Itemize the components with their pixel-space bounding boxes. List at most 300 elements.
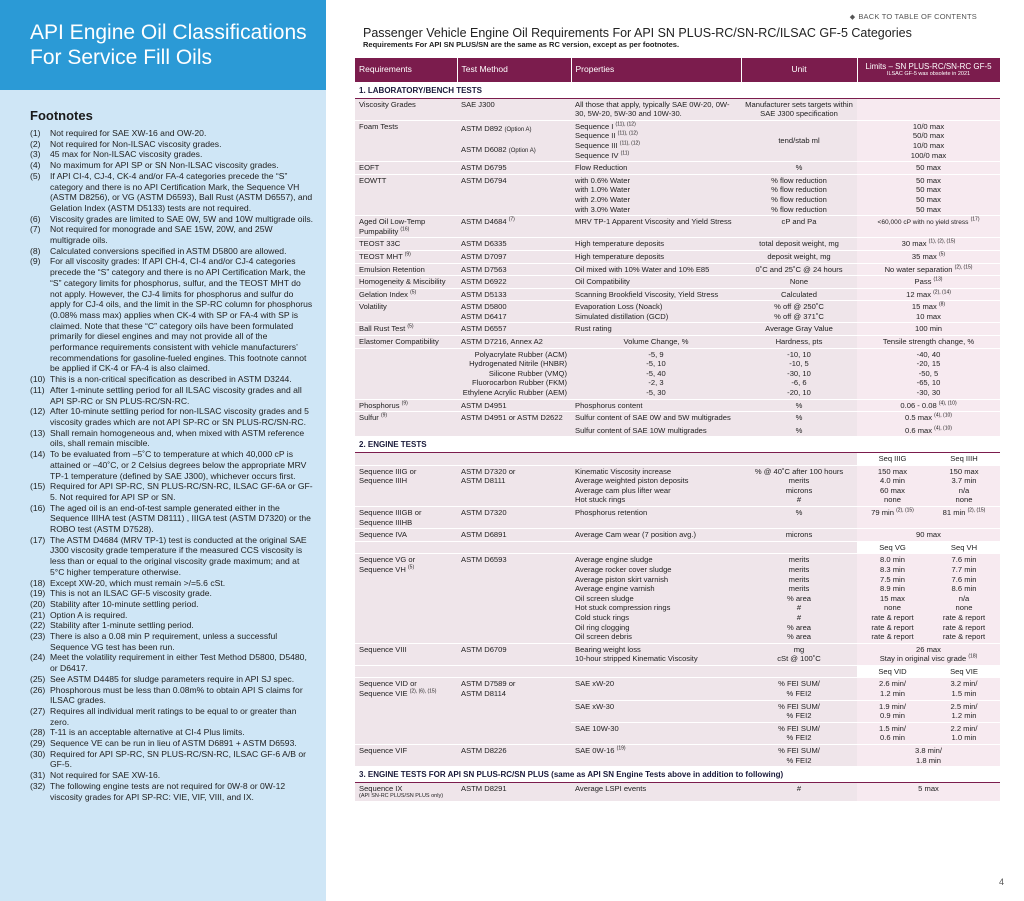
- footnote-ref: (17): [970, 216, 980, 223]
- req-line: Sequence VIE: [359, 689, 408, 699]
- footnote-ref: (2), (6), (15): [409, 688, 437, 695]
- unit-cell: %: [741, 399, 857, 412]
- subheader-seq-iiih: Seq IIIH: [928, 453, 1000, 466]
- limit-cell: [857, 678, 928, 700]
- rubber-name: Hydrogenated Nitrile (HNBR): [469, 359, 567, 369]
- footnote-text: After 10-minute settling period for non-ILSAC viscosity grades and 5 viscosity grades which are not API SP-RC or SN PLUS-RC/SN-RC.: [50, 406, 309, 427]
- prop-line: Average rocker cover sludge: [575, 564, 672, 574]
- col-header-limits: [857, 58, 1000, 83]
- limit-line: 3.7 min: [951, 476, 977, 486]
- req-line: Sequence IIIHB: [359, 517, 413, 527]
- limit-line: rate & report: [871, 632, 914, 642]
- tensile-value: -50, 5: [918, 368, 939, 378]
- footnote-number: (11): [30, 384, 45, 395]
- test-method-line: ASTM D7589 or: [461, 679, 516, 689]
- test-method-line: ASTM D8111: [461, 476, 506, 486]
- test-method-line: ASTM D8114: [461, 689, 507, 699]
- section-row: [355, 767, 1000, 783]
- footnote-text: Required for API SP-RC, SN PLUS-RC/SN-RC, ILSAC GF-6 A/B or GF-5.: [50, 748, 306, 770]
- footnote-number: (5): [30, 170, 41, 181]
- limit-line: 3.8 min/: [914, 746, 942, 756]
- test-method-cell: ASTM D5133: [457, 288, 571, 301]
- prop-label: SAE 0W-16: [575, 746, 615, 756]
- unit-line: % FEI2: [786, 733, 812, 743]
- property-cell: [571, 643, 741, 665]
- table-row: [355, 678, 1000, 700]
- footnote-ref: (16): [400, 226, 410, 233]
- limit-cell: [857, 250, 1000, 263]
- limit-cell: [857, 216, 1000, 238]
- limit-line: 60 max: [880, 485, 905, 495]
- tensile-value: -20, 15: [916, 359, 941, 369]
- limit-cell: 100 min: [857, 323, 1000, 336]
- footnotes-heading: Footnotes: [30, 108, 93, 123]
- unit-cell: [741, 678, 857, 700]
- table-row: [355, 554, 1000, 643]
- footnote-text: Sequence VE can be run in lieu of ASTM D6891 + ASTM D6593.: [50, 738, 297, 749]
- limit-line: 1.5 min: [951, 689, 977, 699]
- property-cell: [571, 301, 741, 323]
- footnote-ref: (1), (2), (15): [928, 238, 956, 245]
- diamond-icon: ◆: [849, 14, 856, 21]
- property-cell: [571, 174, 741, 215]
- unit-line: cSt @ 100˚C: [777, 654, 821, 664]
- unit-line: merits: [788, 564, 810, 574]
- option-note: (Option A): [504, 126, 532, 133]
- prop-line: Simulated distillation (GCD): [575, 311, 669, 321]
- limit-line: 7.5 min: [880, 574, 905, 584]
- limit-line: 15 max: [880, 593, 905, 603]
- limit-line: rate & report: [942, 622, 986, 632]
- prop-line: Cold stuck rings: [575, 612, 630, 622]
- test-method-line: ASTM D6417: [461, 311, 507, 321]
- test-method-1: ASTM D892: [461, 123, 503, 133]
- footnote-text: The following engine tests are not required for 0W-8 or 0W-12 viscosity grades for API SP-RC: VIE, VIF, VIII, and IX.: [50, 780, 286, 802]
- limits-header-label: Limits – SN PLUS-RC/SN-RC GF-5: [865, 62, 992, 71]
- hardness-value: -10, 10: [787, 349, 811, 359]
- prop-line: with 1.0% Water: [575, 185, 631, 195]
- limit-cell: [928, 678, 1000, 700]
- unit-cell: Calculated: [741, 288, 857, 301]
- limit-cell: [857, 643, 1000, 665]
- footnote-ref: (7): [508, 216, 515, 223]
- unit-line: % flow reduction: [771, 194, 827, 204]
- req-cell: TEOST 33C: [355, 238, 457, 251]
- unit-cell: tend/stab ml: [741, 120, 857, 161]
- limit-line: 8.0 min: [880, 555, 905, 565]
- footnote-number: (17): [30, 534, 46, 545]
- limit-cell: [857, 263, 1000, 276]
- footnote-text: The aged oil is an end-of-test sample generated either in the Sequence IIIHA test (ASTM D8111) , IIIGA test (ASTM D7320) or the ROBO test (ASTM D7528).: [50, 502, 311, 535]
- footnote-number: (20): [30, 598, 46, 609]
- limit-label: No water separation: [884, 264, 953, 274]
- footnote-number: (12): [30, 406, 46, 417]
- limit-label: 0.06 - 0.08: [900, 400, 937, 410]
- footnote-ref: (9): [380, 412, 388, 419]
- footnote-number: (25): [30, 673, 46, 684]
- test-method-cell: [457, 301, 571, 323]
- property-cell: Flow Reduction: [571, 162, 741, 175]
- footnote-number: (31): [30, 770, 46, 781]
- footnote-ref: (4), (10): [934, 425, 952, 432]
- unit-cell: total deposit weight, mg: [741, 238, 857, 251]
- property-cell: SAE xW-20: [571, 678, 741, 700]
- footnote-ref: (2), (15): [954, 263, 973, 270]
- section-row: [355, 437, 1000, 453]
- prop-line: with 0.6% Water: [575, 175, 631, 185]
- unit-line: % FEI SUM/: [778, 701, 820, 711]
- footnote-text: This is not an ILSAC GF-5 viscosity grade.: [50, 588, 212, 599]
- unit-line: % flow reduction: [771, 185, 827, 195]
- unit-cell: %: [741, 162, 857, 175]
- footnote-text: Phosphorous must be less than 0.08m% to obtain API S claims for ILSAC grades.: [50, 684, 303, 706]
- req-cell: [355, 250, 457, 263]
- unit-cell: Manufacturer sets targets within SAE J300 specification: [741, 98, 857, 120]
- footnote-text: Calculated conversions specified in ASTM D5800 are allowed.: [50, 245, 287, 256]
- unit-cell: [741, 465, 857, 506]
- table-row: [355, 174, 1000, 215]
- limit-cell: [857, 554, 928, 643]
- section-title: 3. ENGINE TESTS FOR API SN PLUS-RC/SN PLUS (same as API SN Engine Tests above in addition to following): [355, 767, 1000, 783]
- subheader-seq-iiig: Seq IIIG: [857, 453, 928, 466]
- footnote-ref: (2), (15): [967, 507, 986, 514]
- table-row: [355, 412, 1000, 437]
- limit-line: 50 max: [916, 194, 941, 204]
- footnote-text: There is also a 0.08 min P requirement, unless a successful Sequence VG test has been run.: [50, 631, 278, 652]
- property-cell: Oil Compatibility: [571, 276, 741, 289]
- unit-cell: [741, 643, 857, 665]
- footnote-ref: (4), (10): [934, 412, 952, 419]
- unit-line: merits: [788, 574, 810, 584]
- unit-cell: [741, 412, 857, 437]
- footnote-item: [30, 128, 314, 139]
- req-cell: Volatility: [355, 301, 457, 323]
- footnote-ref: (11), (12): [615, 121, 636, 128]
- unit-cell: microns: [741, 529, 857, 542]
- limit-line: 0.6 max: [905, 425, 933, 435]
- limits-header-note: ILSAC GF-5 was obsolete in 2021: [886, 71, 971, 77]
- property-cell: [571, 412, 741, 437]
- footnotes-list: [30, 128, 314, 802]
- subheader-seq-vg: Seq VG: [857, 541, 928, 554]
- footnote-item: [30, 481, 314, 502]
- footnote-text: See ASTM D4485 for sludge parameters require in API SJ spec.: [50, 673, 295, 684]
- limit-line: n/a: [958, 593, 970, 603]
- footnote-item: [30, 535, 314, 578]
- footnote-ref: (9): [404, 251, 411, 258]
- test-method-cell: ASTM D4951: [457, 399, 571, 412]
- req-line: Sequence IX: [359, 783, 403, 793]
- footnote-text: Shall remain homogeneous and, when mixed with ASTM reference oils, shall remain miscible.: [50, 427, 305, 449]
- footnote-text: The ASTM D4684 (MRV TP-1) test is conducted at the original SAE J300 viscosity grade temperature if the measured CCS viscosity is less than or equal to the original viscosity grade maximum; and at 5°C higher temperature otherwise.: [50, 534, 307, 577]
- table-row: [355, 120, 1000, 161]
- limit-line: 10 max: [916, 311, 941, 321]
- limit-cell: [857, 120, 1000, 161]
- footnote-number: (24): [30, 652, 46, 663]
- footnote-ref: (5): [410, 289, 417, 296]
- footnote-number: (30): [30, 748, 46, 759]
- footnote-item: [30, 578, 314, 589]
- footnote-ref: (8): [938, 301, 946, 308]
- footnote-item: [30, 149, 314, 160]
- limit-line: 2.2 min/: [950, 723, 978, 733]
- limit-line: 10/0 max: [912, 121, 945, 131]
- prop-line: Oil screen sludge: [575, 593, 634, 603]
- unit-line: % flow reduction: [771, 175, 827, 185]
- test-method-cell: ASTM D6794: [457, 174, 571, 215]
- prop-line: Sulfur content of SAE 0W and 5W multigrades: [575, 413, 731, 423]
- unit-cell: [741, 745, 857, 767]
- test-method-cell: [457, 678, 571, 745]
- limit-line: 1.2 min: [880, 689, 905, 699]
- footnote-text: T-11 is an acceptable alternative at CI-4 Plus limits.: [50, 727, 245, 738]
- req-cell: [355, 216, 457, 238]
- footnote-item: [30, 781, 314, 802]
- prop-line: with 3.0% Water: [575, 204, 631, 214]
- unit-cell: Hardness, pts: [741, 336, 857, 349]
- table-row: [355, 98, 1000, 120]
- test-method-cell: [457, 216, 571, 238]
- property-cell: SAE xW-30: [571, 700, 741, 722]
- footnote-item: [30, 685, 314, 706]
- footnote-number: (3): [30, 149, 41, 160]
- test-method-label: ASTM D4684: [461, 217, 507, 227]
- footnote-text: Stability after 10-minute settling period.: [50, 598, 199, 609]
- req-cell: Viscosity Grades: [355, 98, 457, 120]
- back-link-label: BACK TO TABLE OF CONTENTS: [858, 12, 977, 21]
- req-cell: [355, 678, 457, 745]
- limit-line: 7.6 min: [951, 555, 977, 565]
- test-method-line: ASTM D7320 or: [461, 466, 516, 476]
- limit-cell: [857, 745, 1000, 767]
- test-method-cell: ASTM D6593: [457, 554, 571, 643]
- unit-cell: [741, 722, 857, 744]
- limit-cell: [928, 700, 1000, 722]
- limit-line: none: [884, 495, 901, 505]
- table-row: [355, 745, 1000, 767]
- volume-change-value: -5, 10: [646, 359, 666, 369]
- footnote-number: (4): [30, 160, 41, 171]
- table-row: [355, 216, 1000, 238]
- limit-line: 2.6 min/: [878, 679, 906, 689]
- limit-label: 35 max: [911, 251, 937, 261]
- test-method-cell: ASTM D6891: [457, 529, 571, 542]
- unit-line: % area: [786, 632, 812, 642]
- property-cell: Rust rating: [571, 323, 741, 336]
- table-row: [355, 301, 1000, 323]
- property-cell: [571, 465, 741, 506]
- limit-line: 26 max: [916, 644, 941, 654]
- unit-line: % flow reduction: [771, 204, 827, 214]
- footnote-text: Not required for Non-ILSAC viscosity grades.: [50, 138, 222, 149]
- limit-cell: [857, 412, 1000, 437]
- footnote-item: [30, 449, 314, 481]
- property-cell: Volume Change, %: [571, 336, 741, 349]
- req-label: TEOST MHT: [359, 251, 403, 261]
- unit-line: % FEI SUM/: [778, 746, 820, 756]
- table-row: [355, 399, 1000, 412]
- limit-line: 150 max: [949, 466, 979, 476]
- col-header-test-method: Test Method: [457, 58, 571, 83]
- footnote-number: (9): [30, 256, 41, 267]
- unit-line: merits: [788, 476, 810, 486]
- test-method-cell: ASTM D6335: [457, 238, 571, 251]
- footnote-number: (21): [30, 609, 46, 620]
- table-row: [355, 162, 1000, 175]
- unit-cell: [741, 174, 857, 215]
- footnote-text: Requires all individual merit ratings to be equal to or greater than zero.: [50, 705, 297, 727]
- footnote-item: [30, 428, 314, 449]
- limit-line: 50/0 max: [912, 131, 945, 141]
- test-method-cell: ASTM D7320: [457, 506, 571, 528]
- sidebar: [0, 0, 326, 901]
- prop-line: Average engine varnish: [575, 584, 655, 594]
- rubber-name: Silicone Rubber (VMQ): [488, 368, 567, 378]
- footnote-number: (32): [30, 780, 46, 791]
- footnote-item: [30, 631, 314, 652]
- req-cell: [355, 554, 457, 643]
- limit-line: 50 max: [916, 204, 941, 214]
- rubber-name: Fluorocarbon Rubber (FKM): [472, 378, 567, 388]
- volume-change-value: -2, 3: [648, 378, 664, 388]
- table-row: [355, 348, 1000, 399]
- limit-line: 3.2 min/: [950, 679, 978, 689]
- back-to-contents-link[interactable]: [850, 12, 977, 21]
- prop-line: Hot stuck rings: [575, 495, 626, 505]
- sidebar-title-line1: API Engine Oil Classifications: [30, 21, 307, 44]
- table-row: [355, 782, 1000, 802]
- footnote-item: [30, 256, 314, 374]
- prop-line: Sequence III: [575, 140, 618, 150]
- footnote-ref: (5): [408, 564, 415, 571]
- limit-cell: [928, 506, 1000, 528]
- req-line: Sequence VG or: [359, 555, 416, 565]
- unit-line: microns: [785, 485, 813, 495]
- unit-cell: [741, 700, 857, 722]
- volume-change-cell: [571, 348, 741, 399]
- footnote-ref: (9): [401, 400, 408, 407]
- property-cell: High temperature deposits: [571, 250, 741, 263]
- footnote-number: (23): [30, 631, 46, 642]
- footnote-text: After 1-minute settling period for all ILSAC viscosity grades and all API SP-RC or SN PLUS-RC/SN-RC.: [50, 384, 302, 406]
- test-method-cell: ASTM D6709: [457, 643, 571, 665]
- property-cell: MRV TP-1 Apparent Viscosity and Yield Stress: [571, 216, 741, 238]
- req-label: Aged Oil Low-Temp Pumpability: [359, 217, 426, 236]
- req-cell: EOWTT: [355, 174, 457, 215]
- limit-line: 0.6 min: [880, 733, 905, 743]
- test-method-cell: ASTM D7216, Annex A2: [457, 336, 571, 349]
- limit-cell: [857, 98, 1000, 120]
- footnote-number: (13): [30, 427, 46, 438]
- req-cell: Foam Tests: [355, 120, 457, 161]
- limit-line: 1.2 min: [951, 711, 977, 721]
- footnote-ref: (4), (10): [938, 400, 957, 407]
- footnote-item: [30, 727, 314, 738]
- rubber-name: Polyacrylate Rubber (ACM): [474, 349, 567, 359]
- footnote-item: [30, 599, 314, 610]
- section-title: 1. LABORATORY/BENCH TESTS: [355, 83, 1000, 99]
- req-label: Phosphorus: [359, 400, 400, 410]
- limit-cell: [857, 301, 1000, 323]
- page-number: 4: [998, 877, 1004, 887]
- limit-line: 2.5 min/: [950, 701, 978, 711]
- test-method-cell: ASTM D4951 or ASTM D2622: [457, 412, 571, 437]
- unit-line: %: [795, 425, 803, 435]
- limit-cell: [857, 722, 928, 744]
- footnote-text: Not required for SAE XW-16.: [50, 770, 161, 781]
- req-cell: [355, 465, 457, 506]
- property-cell: Phosphorus retention: [571, 506, 741, 528]
- tensile-value: -65, 10: [916, 378, 941, 388]
- hardness-value: -6, 6: [791, 378, 807, 388]
- table-row: [355, 288, 1000, 301]
- footnote-number: (28): [30, 727, 46, 738]
- footnote-item: [30, 620, 314, 631]
- unit-line: #: [796, 495, 802, 505]
- footnote-text: No maximum for API SP or SN Non-ILSAC viscosity grades.: [50, 160, 279, 171]
- requirements-table: [355, 58, 1001, 802]
- property-cell: SAE 10W-30: [571, 722, 741, 744]
- req-label: Ball Rust Test: [359, 324, 406, 334]
- col-header-properties: Properties: [571, 58, 741, 83]
- volume-change-value: -5, 9: [648, 349, 664, 359]
- prop-line: Oil screen debris: [575, 632, 632, 642]
- footnote-number: (18): [30, 577, 46, 588]
- footnote-text: 45 max for Non-ILSAC viscosity grades.: [50, 149, 203, 160]
- limit-cell: [857, 506, 928, 528]
- unit-line: % FEI2: [786, 755, 812, 765]
- footnote-item: [30, 160, 314, 171]
- limit-line: none: [955, 603, 973, 613]
- test-method-cell: [457, 465, 571, 506]
- footnote-number: (15): [30, 481, 46, 492]
- table-row: [355, 276, 1000, 289]
- footnote-text: Option A is required.: [50, 609, 128, 620]
- limit-cell: [857, 276, 1000, 289]
- prop-line: Evaporation Loss (Noack): [575, 302, 663, 312]
- footnote-item: [30, 139, 314, 150]
- col-header-requirements: Requirements: [355, 58, 457, 83]
- footnote-item: [30, 374, 314, 385]
- limit-line: n/a: [958, 485, 970, 495]
- sidebar-header: [0, 0, 326, 90]
- limit-line: 1.9 min/: [878, 701, 906, 711]
- footnote-number: (27): [30, 705, 46, 716]
- table-row: [355, 238, 1000, 251]
- limit-cell: [857, 465, 928, 506]
- footnote-ref: (13): [933, 276, 943, 283]
- footnote-number: (7): [30, 224, 41, 235]
- footnote-item: [30, 652, 314, 673]
- limit-cell: [928, 465, 1000, 506]
- footnote-item: [30, 503, 314, 535]
- footnote-item: [30, 246, 314, 257]
- prop-line: Average weighted piston deposits: [575, 476, 689, 486]
- table-row: [355, 529, 1000, 542]
- subheader-seq-vid: Seq VID: [857, 665, 928, 678]
- footnote-text: Viscosity grades are limited to SAE 0W, 5W and 10W multigrade oils.: [50, 213, 314, 224]
- unit-cell: [741, 301, 857, 323]
- prop-line: Sequence II: [575, 131, 616, 141]
- footnote-ref: (2), (14): [933, 289, 951, 296]
- limit-line: rate & report: [942, 612, 986, 622]
- footnote-item: [30, 385, 314, 406]
- table-row: [355, 506, 1000, 528]
- footnote-number: (19): [30, 588, 46, 599]
- req-cell: Sequence IVA: [355, 529, 457, 542]
- limit-cell: [857, 700, 928, 722]
- prop-line: Sulfur content of SAE 10W multigrades: [575, 425, 707, 435]
